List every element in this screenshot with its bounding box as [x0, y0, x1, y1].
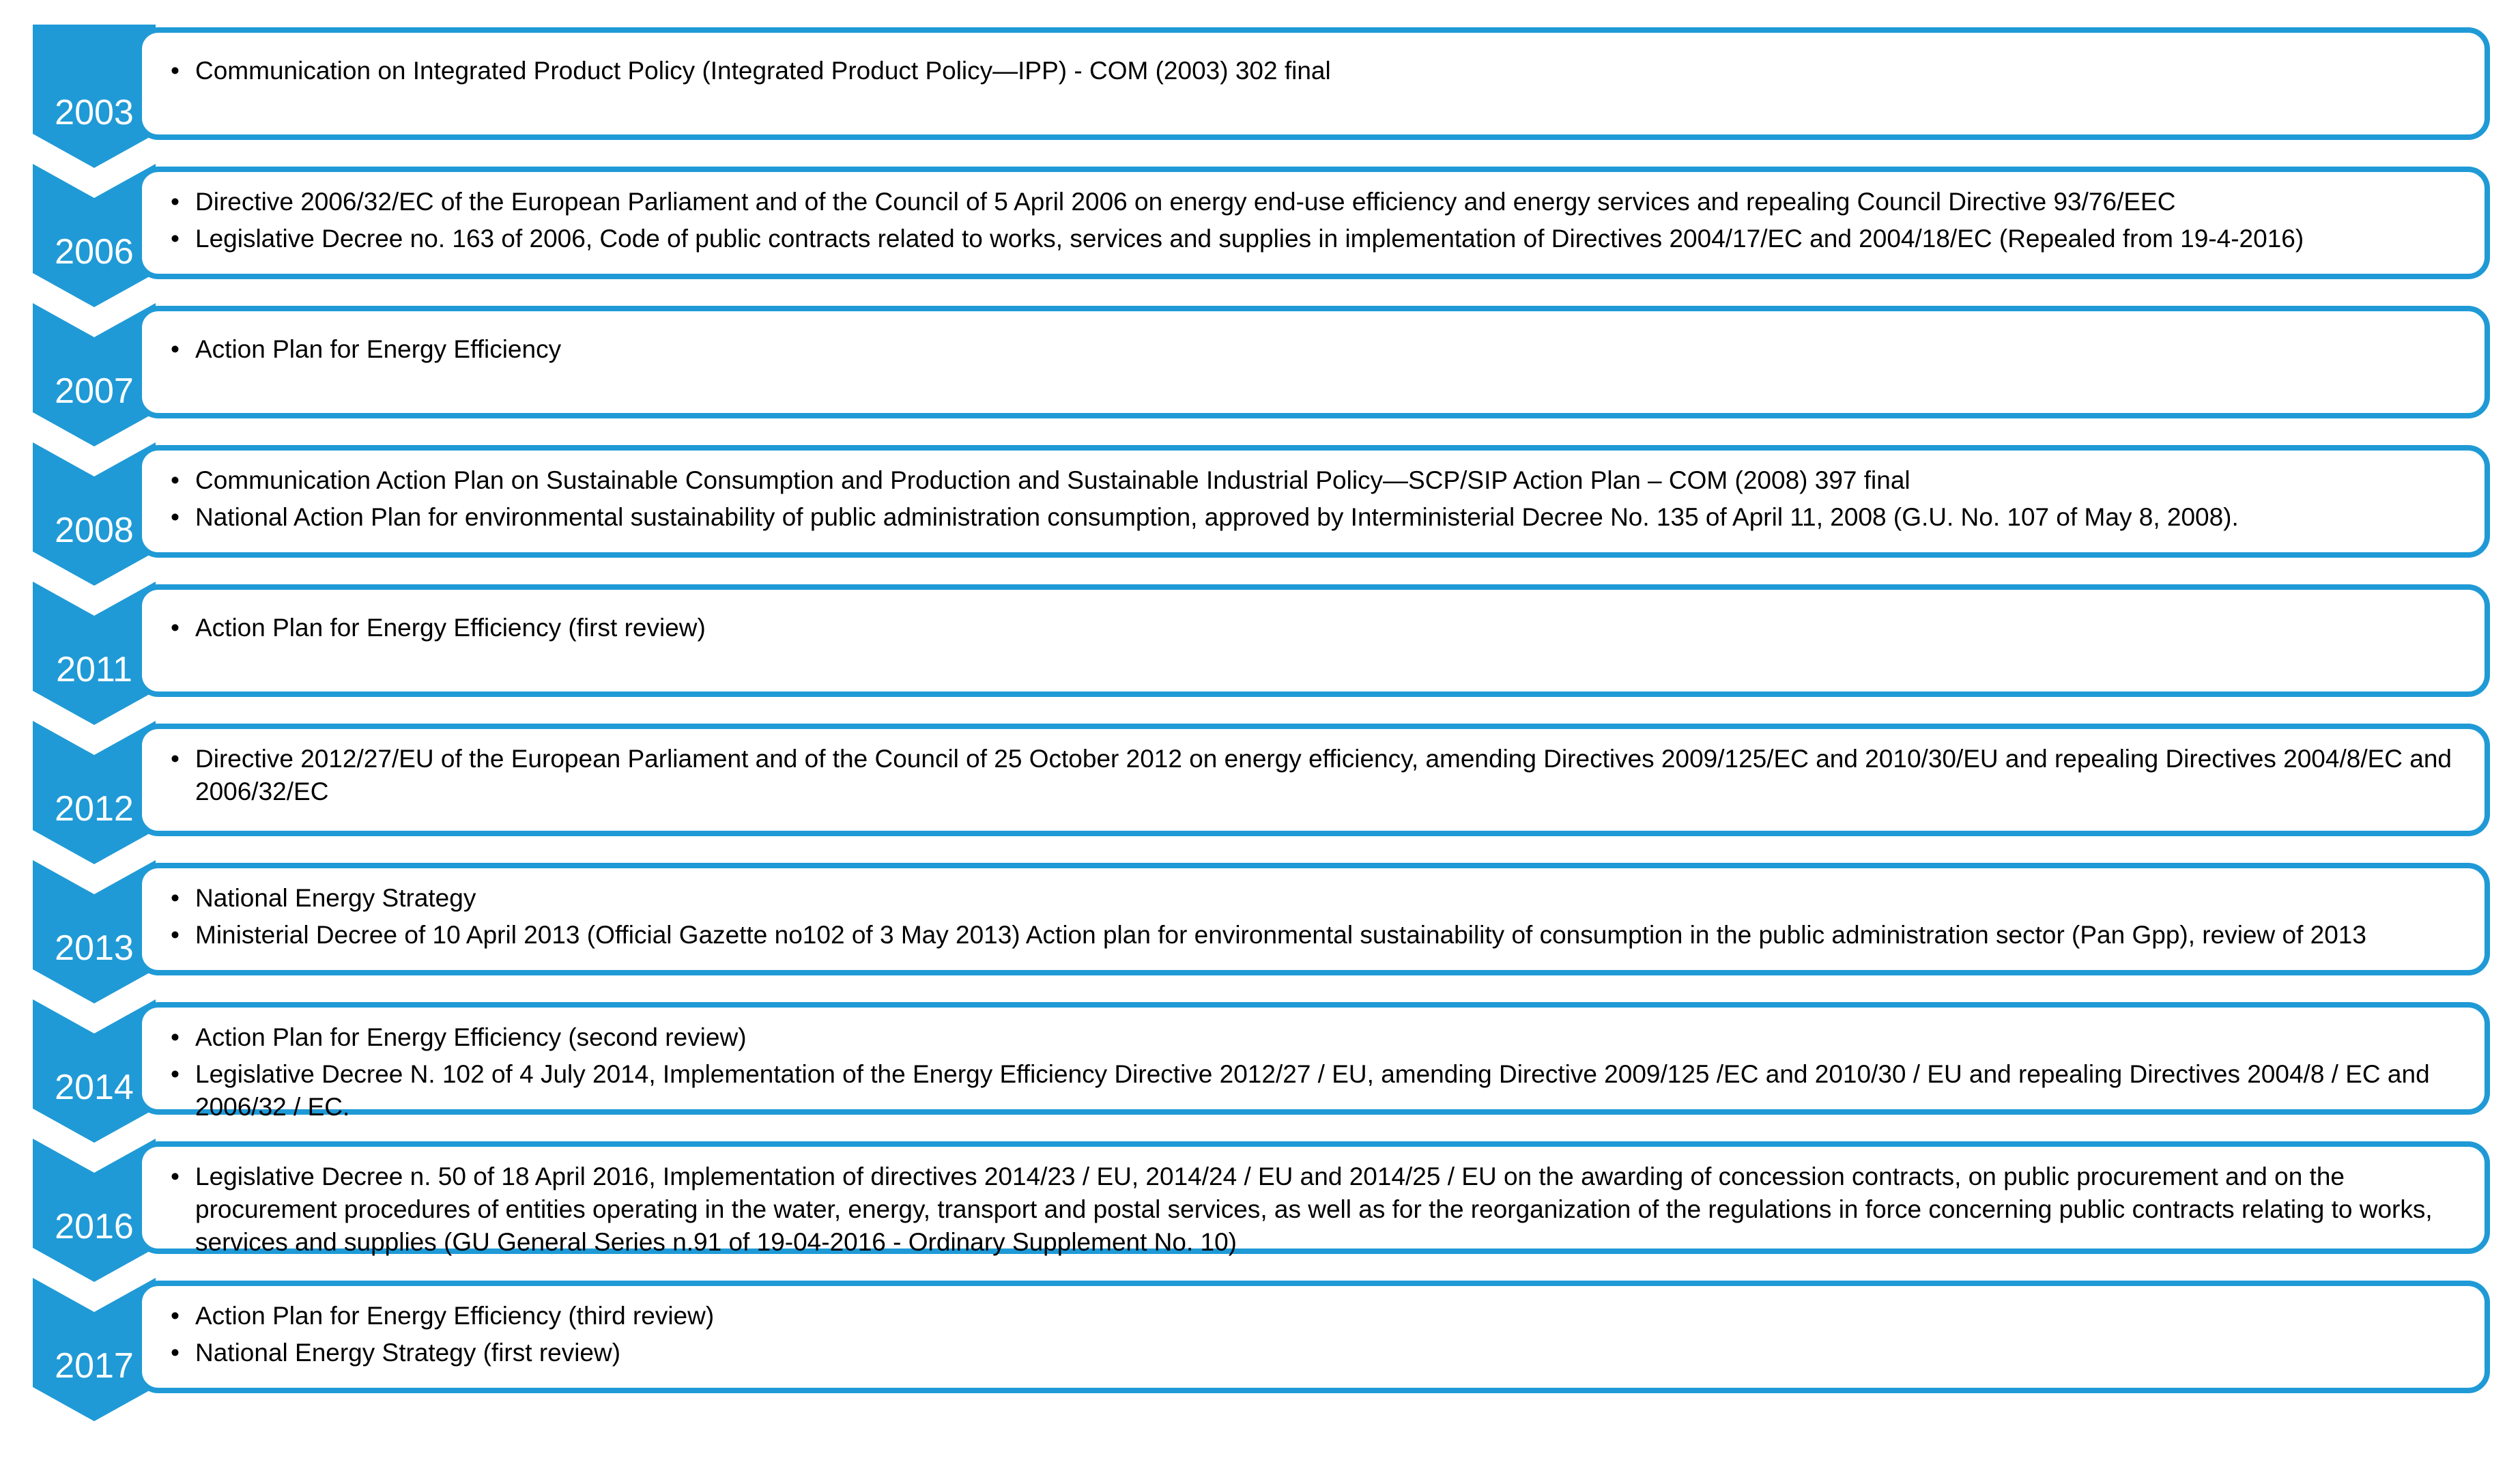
entry-item: • National Energy Strategy (first review)	[164, 1337, 2472, 1369]
entry-item: • Directive 2012/27/EU of the European Parliament and of the Council of 25 October 2012 on energy efficiency, amending Directives 2009/125/EC and 2010/30/EU and repealing Directives 2004/8/EC and 2006/32/EC	[164, 743, 2472, 808]
entry-items	[164, 1300, 2472, 1373]
entry-item: • Communication on Integrated Product Policy (Integrated Product Policy—IPP) - COM (2003) 302 final	[164, 55, 2472, 87]
entry-item: • Legislative Decree N. 102 of 4 July 2014, Implementation of the Energy Efficiency Directive 2012/27 / EU, amending Directive 2009/125 /EC and 2010/30 / EU and repealing Directives 2004/8 / EC and 2006/32 / EC.	[164, 1058, 2472, 1124]
entry-items	[164, 882, 2472, 956]
year-label: 2016	[55, 1207, 134, 1246]
entry-items	[164, 743, 2472, 812]
entry-item: • Legislative Decree no. 163 of 2006, Code of public contracts related to works, services and supplies in implementation of Directives 2004/17/EC and 2004/18/EC (Repealed from 19-4-2016)	[164, 223, 2472, 255]
year-label: 2007	[55, 371, 134, 411]
entry-item: • Action Plan for Energy Efficiency (third review)	[164, 1300, 2472, 1332]
year-label: 2006	[55, 232, 134, 272]
entry-item: • Action Plan for Energy Efficiency (second review)	[164, 1021, 2472, 1054]
year-label: 2011	[56, 650, 132, 689]
entry-items	[164, 55, 2472, 91]
year-label: 2017	[55, 1346, 134, 1386]
year-label: 2003	[55, 93, 134, 132]
entry-item: • Legislative Decree n. 50 of 18 April 2016, Implementation of directives 2014/23 / EU, 2014/24 / EU and 2014/25 / EU on the awarding of concession contracts, on public procurement and on the procurement procedures of entities operating in the water, energy, transport and postal services, as well as for the reorganization of the regulations in force concerning public contracts relating to works, services and supplies (GU General Series n.91 of 19-04-2016 - Ordinary Supplement No. 10)	[164, 1160, 2472, 1259]
entry-item: • National Action Plan for environmental sustainability of public administration consumption, approved by Interministerial Decree No. 135 of April 11, 2008 (G.U. No. 107 of May 8, 2008).	[164, 501, 2472, 534]
entry-item: • Communication Action Plan on Sustainable Consumption and Production and Sustainable Industrial Policy—SCP/SIP Action Plan – COM (2008) 397 final	[164, 464, 2472, 497]
entry-item: • Ministerial Decree of 10 April 2013 (Official Gazette no102 of 3 May 2013) Action plan for environmental sustainability of consumption in the public administration sector (Pan Gpp), review of 2013	[164, 919, 2472, 952]
year-label: 2014	[55, 1068, 134, 1107]
entry-items	[164, 612, 2472, 648]
year-label: 2012	[55, 789, 134, 829]
entry-item: • Action Plan for Energy Efficiency (first review)	[164, 612, 2472, 644]
entry-item: • Action Plan for Energy Efficiency	[164, 333, 2472, 366]
entry-items	[164, 333, 2472, 370]
year-label: 2008	[55, 511, 134, 550]
entry-items	[164, 1021, 2472, 1128]
entry-item: • National Energy Strategy	[164, 882, 2472, 915]
year-label: 2013	[55, 928, 134, 968]
entry-items	[164, 186, 2472, 259]
entry-item: • Directive 2006/32/EC of the European Parliament and of the Council of 5 April 2006 on energy end-use efficiency and energy services and repealing Council Directive 93/76/EEC	[164, 186, 2472, 218]
entry-items	[164, 464, 2472, 538]
entry-items	[164, 1160, 2472, 1263]
